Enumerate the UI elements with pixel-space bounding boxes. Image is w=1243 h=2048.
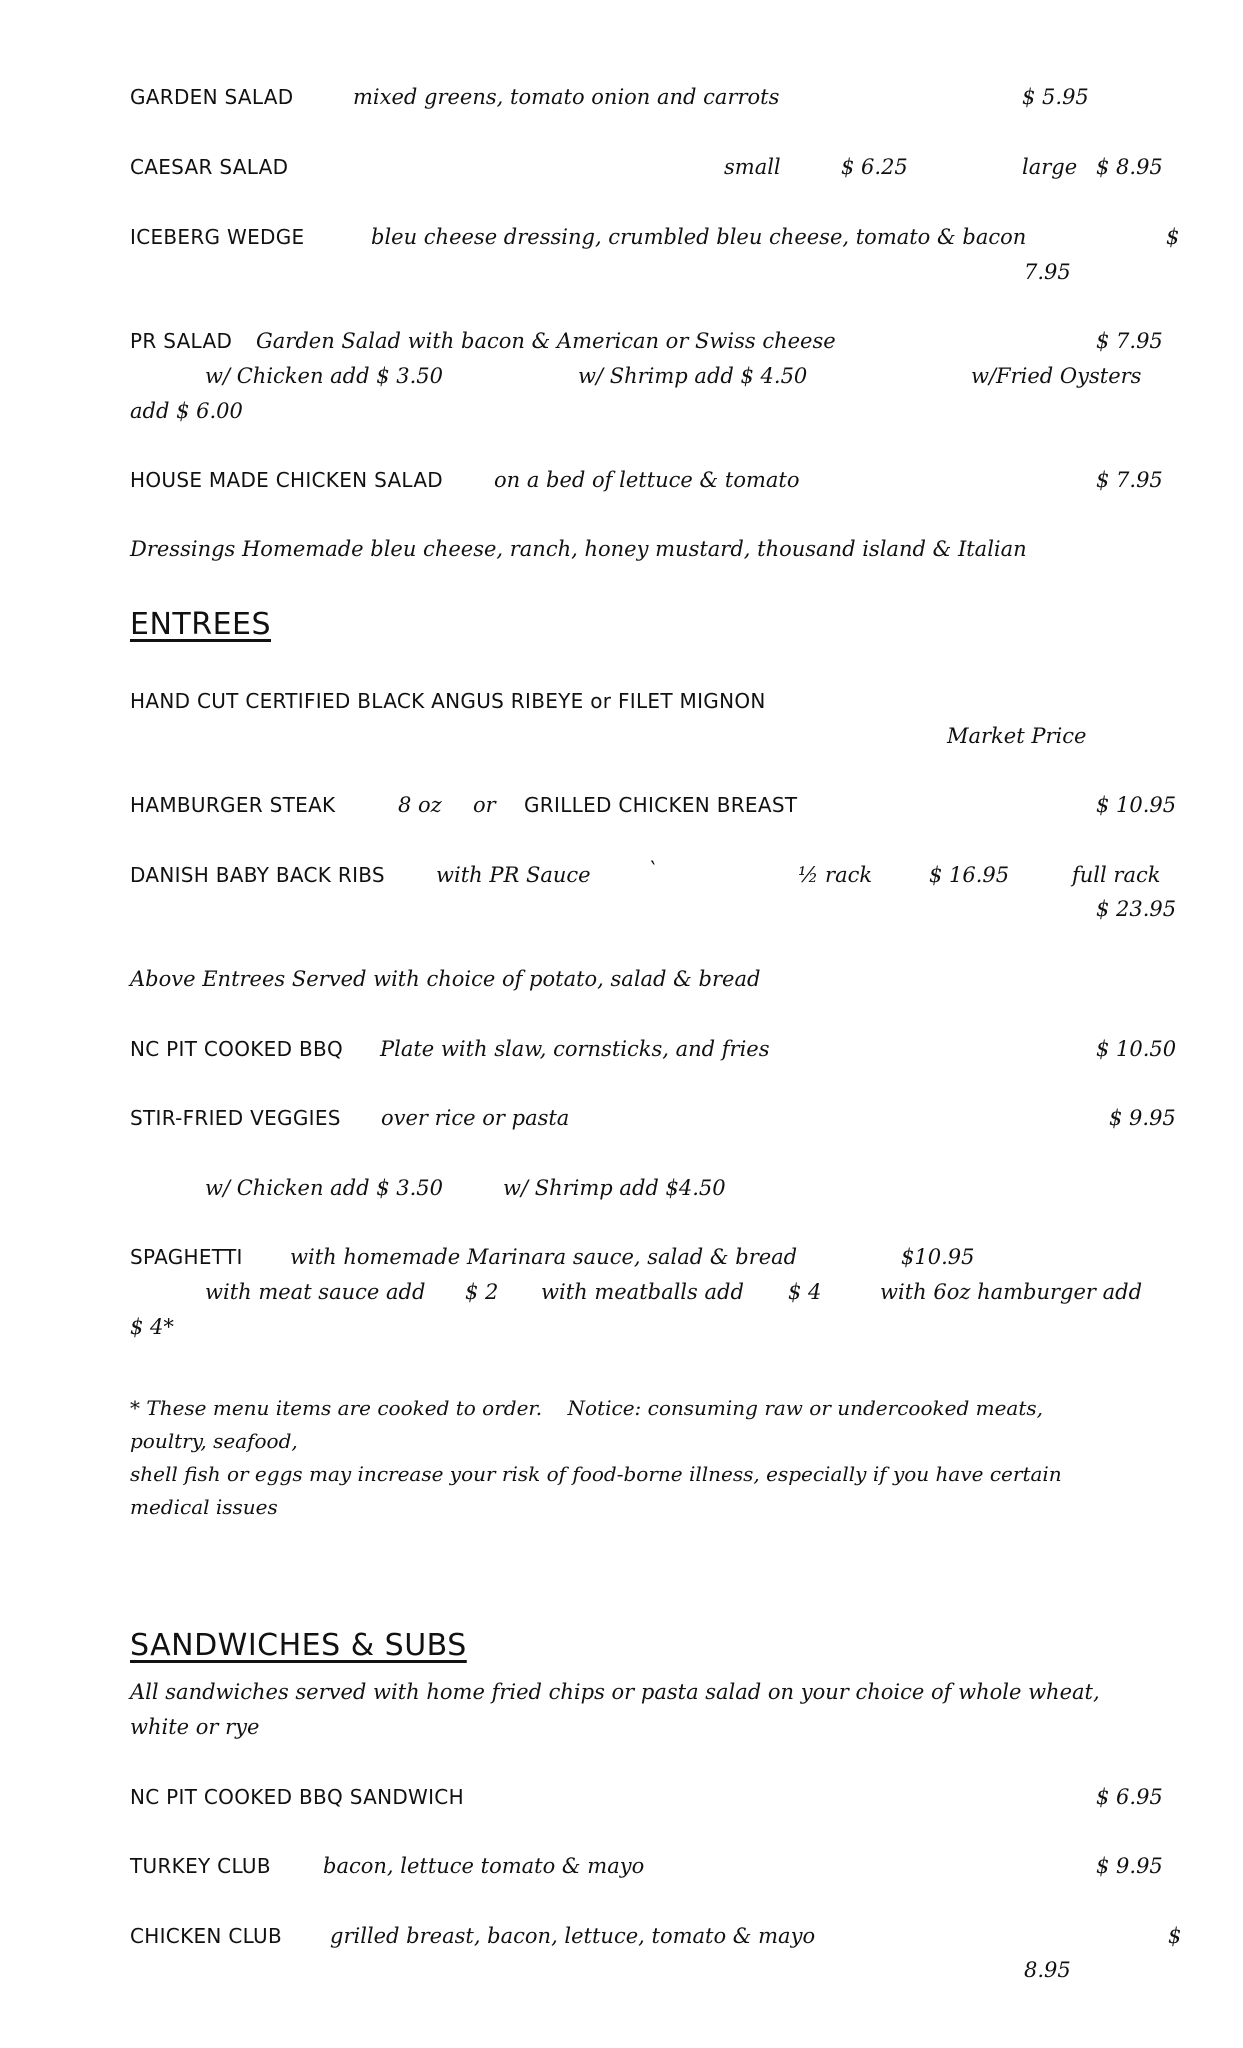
garden-salad-desc: mixed greens, tomato onion and carrots [353, 85, 780, 109]
disclaimer-line-4: medical issues [130, 1495, 278, 1519]
garden-salad-name: GARDEN SALAD [130, 85, 294, 109]
chicken-salad-desc: on a bed of lettuce & tomato [494, 468, 800, 492]
bbq-plate-price: $ 10.50 [1096, 1037, 1177, 1061]
ribeye-name: HAND CUT CERTIFIED BLACK ANGUS RIBEYE or FILET MIGNON [130, 689, 766, 713]
hamburger-steak-price: $ 10.95 [1096, 793, 1177, 817]
pr-salad-desc: Garden Salad with bacon & American or Swiss cheese [256, 329, 836, 353]
ribs-half-price: $ 16.95 [929, 863, 1010, 887]
spaghetti-name: SPAGHETTI [130, 1245, 243, 1269]
disclaimer-line-3: shell fish or eggs may increase your risk of food-borne illness, especially if you have certain [130, 1462, 1062, 1486]
stir-fried-veggies-name: STIR-FRIED VEGGIES [130, 1106, 341, 1130]
caesar-salad-name: CAESAR SALAD [130, 155, 289, 179]
ribs-full-label: full rack [1072, 863, 1161, 887]
ribs-tick: ` [647, 859, 658, 883]
spaghetti-desc: with homemade Marinara sauce, salad & bread [290, 1245, 798, 1269]
pr-salad-price: $ 7.95 [1096, 329, 1163, 353]
caesar-small-price: $ 6.25 [841, 155, 908, 179]
stir-fried-veggies-price: $ 9.95 [1109, 1106, 1176, 1130]
caesar-small-label: small [724, 155, 781, 179]
hamburger-steak-name: HAMBURGER STEAK [130, 793, 336, 817]
caesar-large-price: $ 8.95 [1096, 155, 1163, 179]
veggies-addon-chicken: w/ Chicken add $ 3.50 [205, 1176, 444, 1200]
veggies-addon-shrimp: w/ Shrimp add $4.50 [503, 1176, 726, 1200]
spaghetti-meat-sauce-price: $ 2 [465, 1280, 499, 1304]
bbq-sandwich-price: $ 6.95 [1096, 1785, 1163, 1809]
dressings-note: Dressings Homemade bleu cheese, ranch, honey mustard, thousand island & Italian [130, 537, 1027, 561]
pr-salad-addon-chicken: w/ Chicken add $ 3.50 [205, 364, 444, 388]
disclaimer-line-2: poultry, seafood, [130, 1429, 298, 1453]
grilled-chicken-name: GRILLED CHICKEN BREAST [524, 793, 798, 817]
ribs-desc: with PR Sauce [436, 863, 591, 887]
ribs-name: DANISH BABY BACK RIBS [130, 863, 385, 887]
bbq-sandwich-name: NC PIT COOKED BBQ SANDWICH [130, 1785, 464, 1809]
stir-fried-veggies-desc: over rice or pasta [381, 1106, 570, 1130]
iceberg-wedge-name: ICEBERG WEDGE [130, 225, 305, 249]
hamburger-steak-or: or [473, 793, 496, 817]
entrees-heading: ENTREES [130, 607, 272, 642]
pr-salad-addon-oysters-price: add $ 6.00 [130, 399, 243, 423]
garden-salad-price: $ 5.95 [1022, 85, 1089, 109]
ribeye-price: Market Price [947, 724, 1087, 748]
sandwiches-heading: SANDWICHES & SUBS [130, 1628, 467, 1663]
spaghetti-hamburger-price: $ 4* [130, 1315, 174, 1339]
entrees-served-note: Above Entrees Served with choice of potato, salad & bread [130, 967, 761, 991]
disclaimer-line-1: * These menu items are cooked to order. Notice: consuming raw or undercooked meats, [130, 1396, 1043, 1420]
chicken-club-name: CHICKEN CLUB [130, 1924, 283, 1948]
bbq-plate-name: NC PIT COOKED BBQ [130, 1037, 344, 1061]
spaghetti-meat-sauce: with meat sauce add [205, 1280, 426, 1304]
chicken-club-price: 8.95 [1024, 1958, 1071, 1982]
chicken-salad-name: HOUSE MADE CHICKEN SALAD [130, 468, 444, 492]
chicken-club-price-symbol: $ [1168, 1924, 1182, 1948]
spaghetti-meatballs-price: $ 4 [788, 1280, 822, 1304]
turkey-club-name: TURKEY CLUB [130, 1854, 271, 1878]
ribs-full-price: $ 23.95 [1096, 897, 1177, 921]
spaghetti-hamburger: with 6oz hamburger add [880, 1280, 1143, 1304]
pr-salad-addon-shrimp: w/ Shrimp add $ 4.50 [578, 364, 808, 388]
turkey-club-price: $ 9.95 [1096, 1854, 1163, 1878]
pr-salad-name: PR SALAD [130, 329, 233, 353]
spaghetti-price: $10.95 [901, 1245, 975, 1269]
pr-salad-addon-oysters: w/Fried Oysters [971, 364, 1142, 388]
spaghetti-meatballs: with meatballs add [541, 1280, 744, 1304]
ribs-half-label: ½ rack [798, 863, 873, 887]
hamburger-steak-size: 8 oz [398, 793, 442, 817]
caesar-large-label: large [1022, 155, 1078, 179]
chicken-club-desc: grilled breast, bacon, lettuce, tomato & mayo [330, 1924, 816, 1948]
chicken-salad-price: $ 7.95 [1096, 468, 1163, 492]
iceberg-wedge-price: 7.95 [1024, 260, 1071, 284]
bbq-plate-desc: Plate with slaw, cornsticks, and fries [380, 1037, 770, 1061]
sandwiches-intro-line-1: All sandwiches served with home fried chips or pasta salad on your choice of whole wheat, [130, 1680, 1100, 1704]
turkey-club-desc: bacon, lettuce tomato & mayo [323, 1854, 645, 1878]
iceberg-wedge-price-symbol: $ [1166, 225, 1180, 249]
iceberg-wedge-desc: bleu cheese dressing, crumbled bleu cheese, tomato & bacon [371, 225, 1027, 249]
sandwiches-intro-line-2: white or rye [130, 1715, 260, 1739]
